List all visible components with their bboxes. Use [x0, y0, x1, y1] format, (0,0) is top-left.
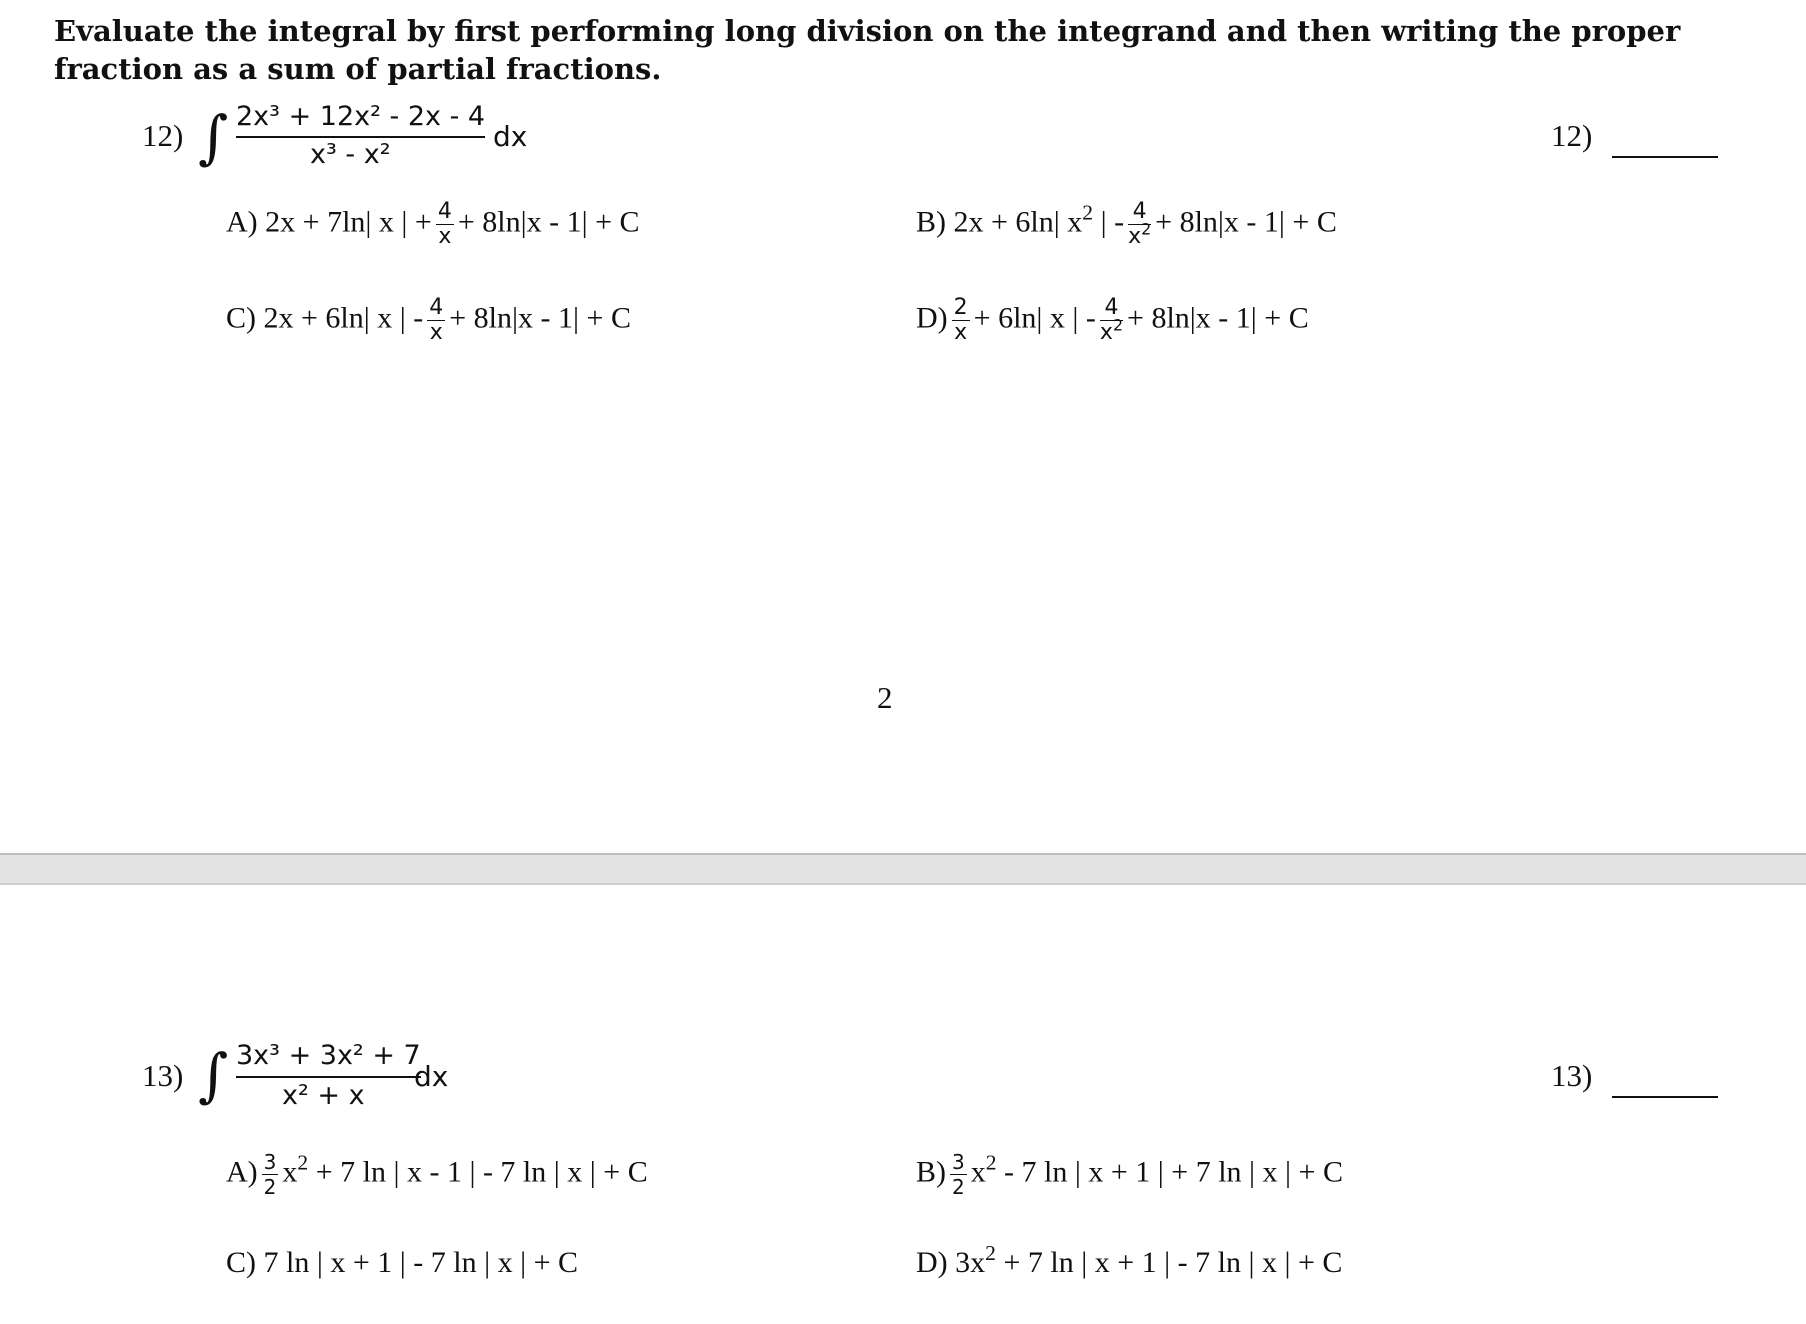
answer-13-label: 13)	[1551, 1058, 1593, 1093]
page-number: 2	[877, 680, 893, 715]
problem-12-integrand	[236, 100, 485, 172]
choice-13-b[interactable]: B) $\frac{3}{2}$ $x^2 - 7$ ln | x + 1 | + 7 ln | x | + C	[916, 1150, 1343, 1199]
problem-13-differential: dx	[414, 1060, 449, 1093]
choice-12-d[interactable]: D) $\frac{2}{x}$ + 6ln| x | - $\frac{4}{x^2}$ + 8ln|x - 1| + C	[916, 295, 1309, 345]
page-separator	[0, 853, 1806, 885]
instructions: Evaluate the integral by first performing long division on the integrand and then writing the proper fraction as a sum of partial fractions.	[54, 14, 1681, 86]
choice-12-b[interactable]: B) 2x + 6ln| $x^2$ | - $\frac{4}{x^2}$ + 8ln|x - 1| + C	[916, 199, 1337, 249]
answer-13-blank[interactable]	[1612, 1096, 1718, 1098]
problem-12-differential: dx	[493, 120, 528, 153]
problem-12-denominator: x³ - x²	[310, 139, 391, 170]
answer-12-blank[interactable]	[1612, 156, 1718, 158]
problem-13-denominator: x² + x	[282, 1080, 365, 1111]
problem-13-integrand	[236, 1038, 421, 1114]
choice-13-c[interactable]: C) 7 ln | x + 1 | - 7 ln | x | + C	[226, 1246, 579, 1279]
problem-12-numerator: 2x³ + 12x² - 2x - 4	[236, 100, 485, 138]
problem-13-numerator: 3x³ + 3x² + 7	[236, 1038, 421, 1078]
choice-13-a[interactable]: A) $\frac{3}{2}$ $x^2 + 7$ ln | x - 1 | - 7 ln | x | + C	[226, 1150, 648, 1199]
problem-12-label: 12)	[142, 118, 184, 153]
integral-sign-icon: ∫	[198, 1041, 229, 1109]
integral-sign-icon: ∫	[198, 103, 229, 171]
problem-13-label: 13)	[142, 1058, 184, 1093]
choice-13-d[interactable]: D) $3x^2 + 7$ ln | x + 1 | - 7 ln | x | + C	[916, 1241, 1343, 1279]
answer-12-label: 12)	[1551, 118, 1593, 153]
choice-12-a[interactable]: A) 2x + 7ln| x | + $\frac{4}{x}$ + 8ln|x - 1| + C	[226, 199, 640, 249]
choice-12-c[interactable]: C) 2x + 6ln| x | - $\frac{4}{x}$ + 8ln|x - 1| + C	[226, 295, 631, 345]
